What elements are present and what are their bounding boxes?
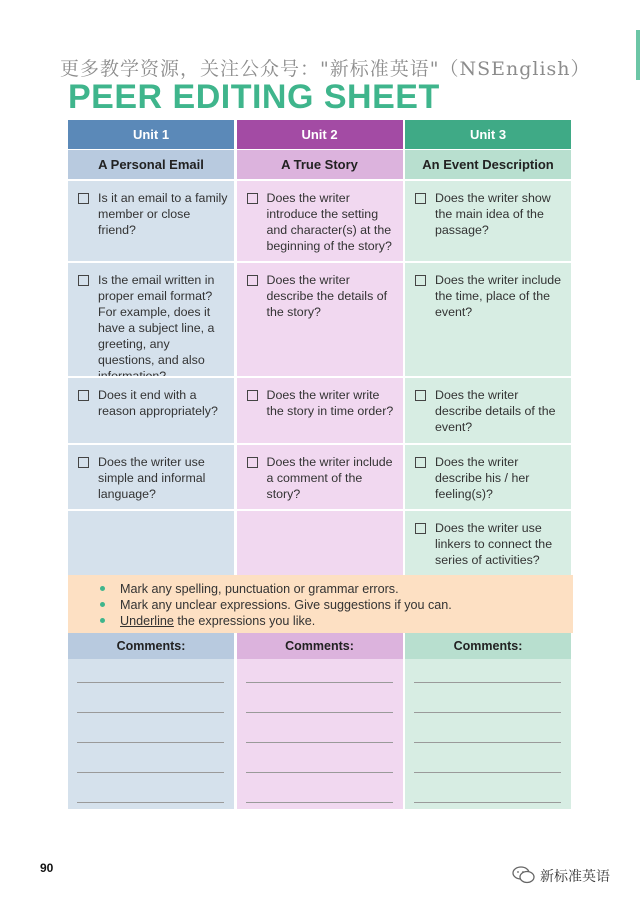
bullet-icon xyxy=(100,618,105,623)
bullet-icon xyxy=(100,602,105,607)
unit-1-column xyxy=(68,120,236,575)
unit-1-header: Unit 1 xyxy=(68,120,236,149)
unit-2-header: Unit 2 xyxy=(237,120,405,149)
checklist-item xyxy=(405,509,573,575)
comments-writing-area[interactable] xyxy=(237,659,405,809)
writing-line xyxy=(246,772,393,773)
instruction-item xyxy=(98,581,573,597)
comments-writing-area[interactable] xyxy=(68,659,236,809)
checklist-item xyxy=(405,376,573,443)
unit-3-topic: An Event Description xyxy=(405,149,573,179)
instruction-text: Mark any spelling, punctuation or grammar errors. xyxy=(120,582,399,596)
instructions-box xyxy=(68,575,573,633)
peer-editing-sheet xyxy=(68,120,573,809)
writing-line xyxy=(414,682,561,683)
checklist-item-text: Does the writer use simple and informal language? xyxy=(98,455,206,501)
checklist-item-text: Does the writer include the time, place of the event? xyxy=(435,273,562,319)
checklist-item xyxy=(237,261,405,376)
checklist-item xyxy=(405,261,573,376)
checklist-item xyxy=(68,443,236,509)
checklist-item-text: Does the writer show the main idea of the passage? xyxy=(435,191,551,237)
checklist-item xyxy=(405,443,573,509)
bullet-icon xyxy=(100,586,105,591)
checklist-item xyxy=(68,261,236,376)
instruction-text: Mark any unclear expressions. Give suggestions if you can. xyxy=(120,598,452,612)
checkbox[interactable] xyxy=(247,275,258,286)
checklist-item-text: Does the writer use linkers to connect the series of activities? xyxy=(435,521,553,567)
checklist-item-text: Does it end with a reason appropriately? xyxy=(98,388,218,418)
writing-line xyxy=(246,712,393,713)
checklist-empty-cell xyxy=(237,509,405,575)
promo-banner: 更多教学资源，关注公众号："新标准英语"（NSEnglish） xyxy=(60,58,591,80)
checkbox[interactable] xyxy=(415,193,426,204)
writing-line xyxy=(414,712,561,713)
checklist-item xyxy=(237,179,405,261)
checklist-item xyxy=(68,179,236,261)
checkbox[interactable] xyxy=(415,523,426,534)
checklist-item-text: Does the writer write the story in time order? xyxy=(266,388,394,418)
writing-line xyxy=(77,682,224,683)
writing-line xyxy=(77,802,224,803)
checkbox[interactable] xyxy=(247,390,258,401)
checkbox[interactable] xyxy=(78,193,89,204)
checkbox[interactable] xyxy=(415,390,426,401)
checkbox[interactable] xyxy=(78,275,89,286)
checklist-item-text: Is the email written in proper email format? For example, does it have a subject line, a greeting, any questions, and also xyxy=(98,273,215,367)
unit-3-comments xyxy=(405,633,573,809)
checklist-item-text: Does the writer describe details of the event? xyxy=(435,388,556,434)
comments-label: Comments: xyxy=(237,633,405,659)
writing-line xyxy=(246,682,393,683)
writing-line xyxy=(77,742,224,743)
checklist-empty-cell xyxy=(68,509,236,575)
checklist-item-text: Does the writer include a comment of the story? xyxy=(266,455,393,501)
unit-1-comments xyxy=(68,633,236,809)
checkbox[interactable] xyxy=(247,193,258,204)
unit-3-header: Unit 3 xyxy=(405,120,573,149)
writing-line xyxy=(77,772,224,773)
comments-label: Comments: xyxy=(68,633,236,659)
unit-2-column xyxy=(237,120,405,575)
unit-2-comments xyxy=(237,633,405,809)
checklist-item xyxy=(405,179,573,261)
comments-writing-area[interactable] xyxy=(405,659,573,809)
wechat-icon xyxy=(512,866,536,884)
checklist-item xyxy=(237,376,405,443)
checkbox[interactable] xyxy=(415,457,426,468)
page-number: 90 xyxy=(40,861,54,875)
checkbox[interactable] xyxy=(78,390,89,401)
edge-accent-bar xyxy=(636,30,640,80)
checklist-item xyxy=(237,443,405,509)
unit-1-topic: A Personal Email xyxy=(68,149,236,179)
checklist-item-text: Does the writer describe the details of the story? xyxy=(266,273,388,319)
checkbox[interactable] xyxy=(415,275,426,286)
comments-label: Comments: xyxy=(405,633,573,659)
underline-word: Underline xyxy=(120,614,174,628)
unit-2-topic: A True Story xyxy=(237,149,405,179)
writing-line xyxy=(414,742,561,743)
checklist-item-text: Does the writer introduce the setting and character(s) at the beginning of the story? xyxy=(266,191,392,253)
instruction-item xyxy=(98,597,573,613)
checkbox[interactable] xyxy=(247,457,258,468)
writing-line xyxy=(246,742,393,743)
writing-line xyxy=(246,802,393,803)
instruction-text: the expressions you like. xyxy=(173,614,316,628)
page-title: PEER EDITING SHEET xyxy=(68,78,440,116)
instruction-item xyxy=(98,613,573,629)
checkbox[interactable] xyxy=(78,457,89,468)
checklist-columns xyxy=(68,120,573,575)
comments-section xyxy=(68,633,573,809)
writing-line xyxy=(414,772,561,773)
unit-3-column xyxy=(405,120,573,575)
checklist-item-text: Does the writer describe his / her feeling(s)? xyxy=(435,455,530,501)
writing-line xyxy=(77,712,224,713)
checklist-item xyxy=(68,376,236,443)
checklist-item-text: Is it an email to a family member or close friend? xyxy=(98,191,228,237)
writing-line xyxy=(414,802,561,803)
brand-name: 新标准英语 xyxy=(540,869,610,885)
